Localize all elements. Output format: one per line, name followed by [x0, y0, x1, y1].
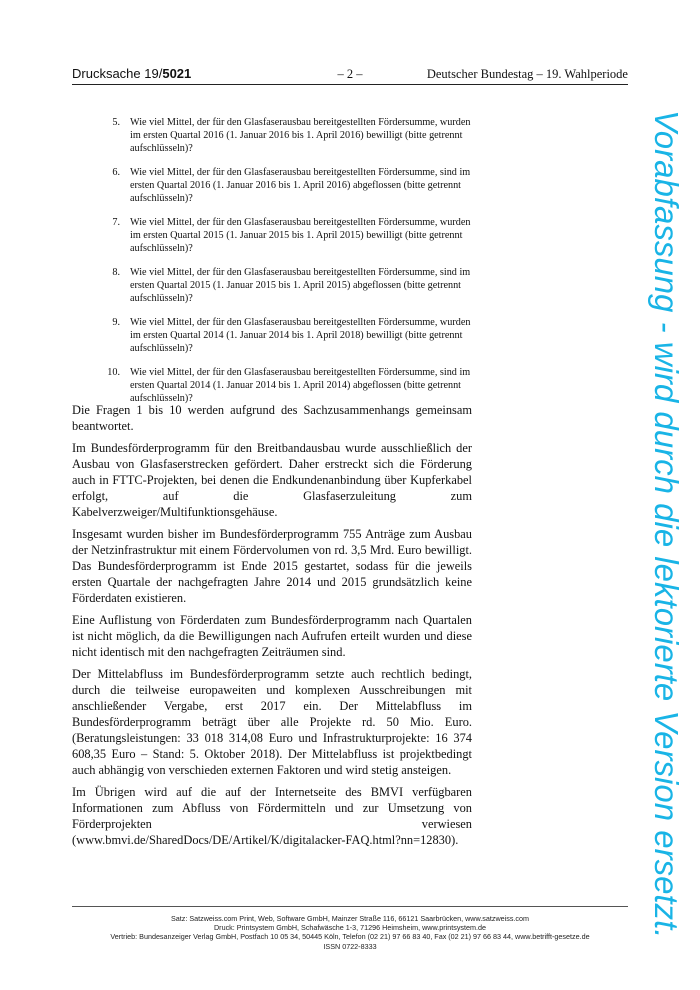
- footer-rule: [72, 906, 628, 907]
- answer-paragraph: Insgesamt wurden bisher im Bundesförderprogramm 755 Anträge zum Ausbau der Netzinfrastruktur mit einem Fördervolumen von rd. 3,5 Mrd. Euro bewilligt. Das Bundesförderprogramm ist Ende 2015 gestartet, sodass für die jeweils ersten Quartale der nachgefragten Jahre 2014 und 2015 grundsätzlich keine Förderdaten existieren.: [72, 527, 472, 605]
- answer-paragraph: Eine Auflistung von Förderdaten zum Bundesförderprogramm nach Quartalen ist nicht möglich, da die Bewilligungen nach Aufrufen erteilt wurden und diese nicht identisch mit den nachgefragten Zeiträumen sind.: [72, 613, 472, 659]
- footer-printing: Druck: Printsystem GmbH, Schafwäsche 1-3, 71296 Heimsheim, www.printsystem.de: [213, 923, 487, 933]
- doc-number-bold: 5021: [162, 66, 192, 81]
- question-text: Wie viel Mittel, der für den Glasfaserausbau bereitgestellten Fördersumme, wurden im ersten Quartal 2015 (1. Januar 2015 bis 1. April 2015) bewilligt (bitte getrennt aufschlüsseln)?: [130, 217, 471, 254]
- question-item: [72, 366, 472, 405]
- question-number: 7.: [112, 217, 120, 228]
- header-rule: [72, 84, 628, 85]
- answer-paragraph: Die Fragen 1 bis 10 werden aufgrund des Sachzusammenhangs gemeinsam beantwortet.: [72, 403, 472, 433]
- watermark-text: Vorabfassung - wird durch die lektorierte Version ersetzt.: [648, 110, 685, 939]
- page-header: [72, 66, 628, 82]
- answer-paragraph: Der Mittelabfluss im Bundesförderprogramm setzte auch rechtlich bedingt, durch die teilweise europaweiten und komplexen Ausschreibungen mit anschließender Vergabe, erst 2017 ein. Der Mittelabfluss im Bundesförderprogramm beträgt über alle Projekte rd. 50 Mio. Euro. (Beratungsleistungen: 33 018 314,08 Euro und Infrastrukturprojekte: 16 374 608,35 Euro – Stand: 5. Oktober 2018). Der Mittelabfluss ist projektbedingt auch abhängig von verschieden externen Faktoren und wird stetig ansteigen.: [72, 667, 472, 777]
- question-item: [72, 266, 472, 305]
- answer-paragraph: Im Übrigen wird auf die auf der Internetseite des BMVI verfügbaren Informationen zum Abfluss von Fördermitteln und zur Umsetzung von Förderprojekten verwiesen (www.bmvi.de/SharedDocs/DE/Artikel/K/digitalacker-FAQ.html?nn=12830).: [72, 785, 472, 847]
- page-number: – 2 –: [337, 67, 363, 81]
- doc-label: Drucksache: [72, 66, 141, 81]
- question-item: [72, 216, 472, 255]
- question-number: 8.: [112, 267, 120, 278]
- doc-number-prefix: 19/: [144, 66, 163, 81]
- footer-issn: ISSN 0722-8333: [323, 941, 377, 951]
- question-list: [72, 116, 472, 416]
- imprint-footer: [72, 914, 628, 951]
- footer-distribution: Vertrieb: Bundesanzeiger Verlag GmbH, Postfach 10 05 34, 50445 Köln, Telefon (02 21) 97 66 83 40, Fax (02 21) 97 66 83 44, www.betrifft-gesetze.de: [110, 932, 590, 942]
- question-number: 10.: [107, 367, 120, 378]
- question-text: Wie viel Mittel, der für den Glasfaserausbau bereitgestellten Fördersumme, sind im ersten Quartal 2014 (1. Januar 2014 bis 1. April 2014) abgeflossen (bitte getrennt aufschlüsseln)?: [130, 367, 471, 404]
- question-item: [72, 166, 472, 205]
- question-text: Wie viel Mittel, der für den Glasfaserausbau bereitgestellten Fördersumme, sind im ersten Quartal 2015 (1. Januar 2015 bis 1. April 2015) abgeflossen (bitte getrennt aufschlüsseln)?: [130, 267, 471, 304]
- question-number: 6.: [112, 167, 120, 178]
- question-number: 5.: [112, 117, 120, 128]
- question-text: Wie viel Mittel, der für den Glasfaserausbau bereitgestellten Fördersumme, wurden im ersten Quartal 2016 (1. Januar 2016 bis 1. April 2016) bewilligt (bitte getrennt aufschlüsseln)?: [130, 117, 471, 154]
- question-item: [72, 316, 472, 355]
- question-number: 9.: [112, 317, 120, 328]
- question-text: Wie viel Mittel, der für den Glasfaserausbau bereitgestellten Fördersumme, sind im ersten Quartal 2016 (1. Januar 2016 bis 1. April 2016) abgeflossen (bitte getrennt aufschlüsseln)?: [130, 167, 471, 204]
- answer-body: [72, 402, 472, 854]
- question-item: [72, 116, 472, 155]
- footer-typesetting: Satz: Satzweiss.com Print, Web, Software GmbH, Mainzer Straße 116, 66121 Saarbrücken, www.satzweiss.com: [170, 914, 530, 923]
- answer-paragraph: Im Bundesförderprogramm für den Breitbandausbau wurde ausschließlich der Ausbau von Glasfaserstrecken gefördert. Daher erstreckt sich die Förderung auch in FTTC-Projekten, bei denen die Endkundenanbindung über Kupferkabel erfolgt, auf die Glasfaserzuleitung zum Kabelverzweiger/Multifunktionsgehäuse.: [72, 441, 472, 519]
- institution-label: Deutscher Bundestag – 19. Wahlperiode: [426, 67, 628, 81]
- question-text: Wie viel Mittel, der für den Glasfaserausbau bereitgestellten Fördersumme, wurden im ersten Quartal 2014 (1. Januar 2014 bis 1. April 2018) bewilligt (bitte getrennt aufschlüsseln)?: [130, 317, 471, 354]
